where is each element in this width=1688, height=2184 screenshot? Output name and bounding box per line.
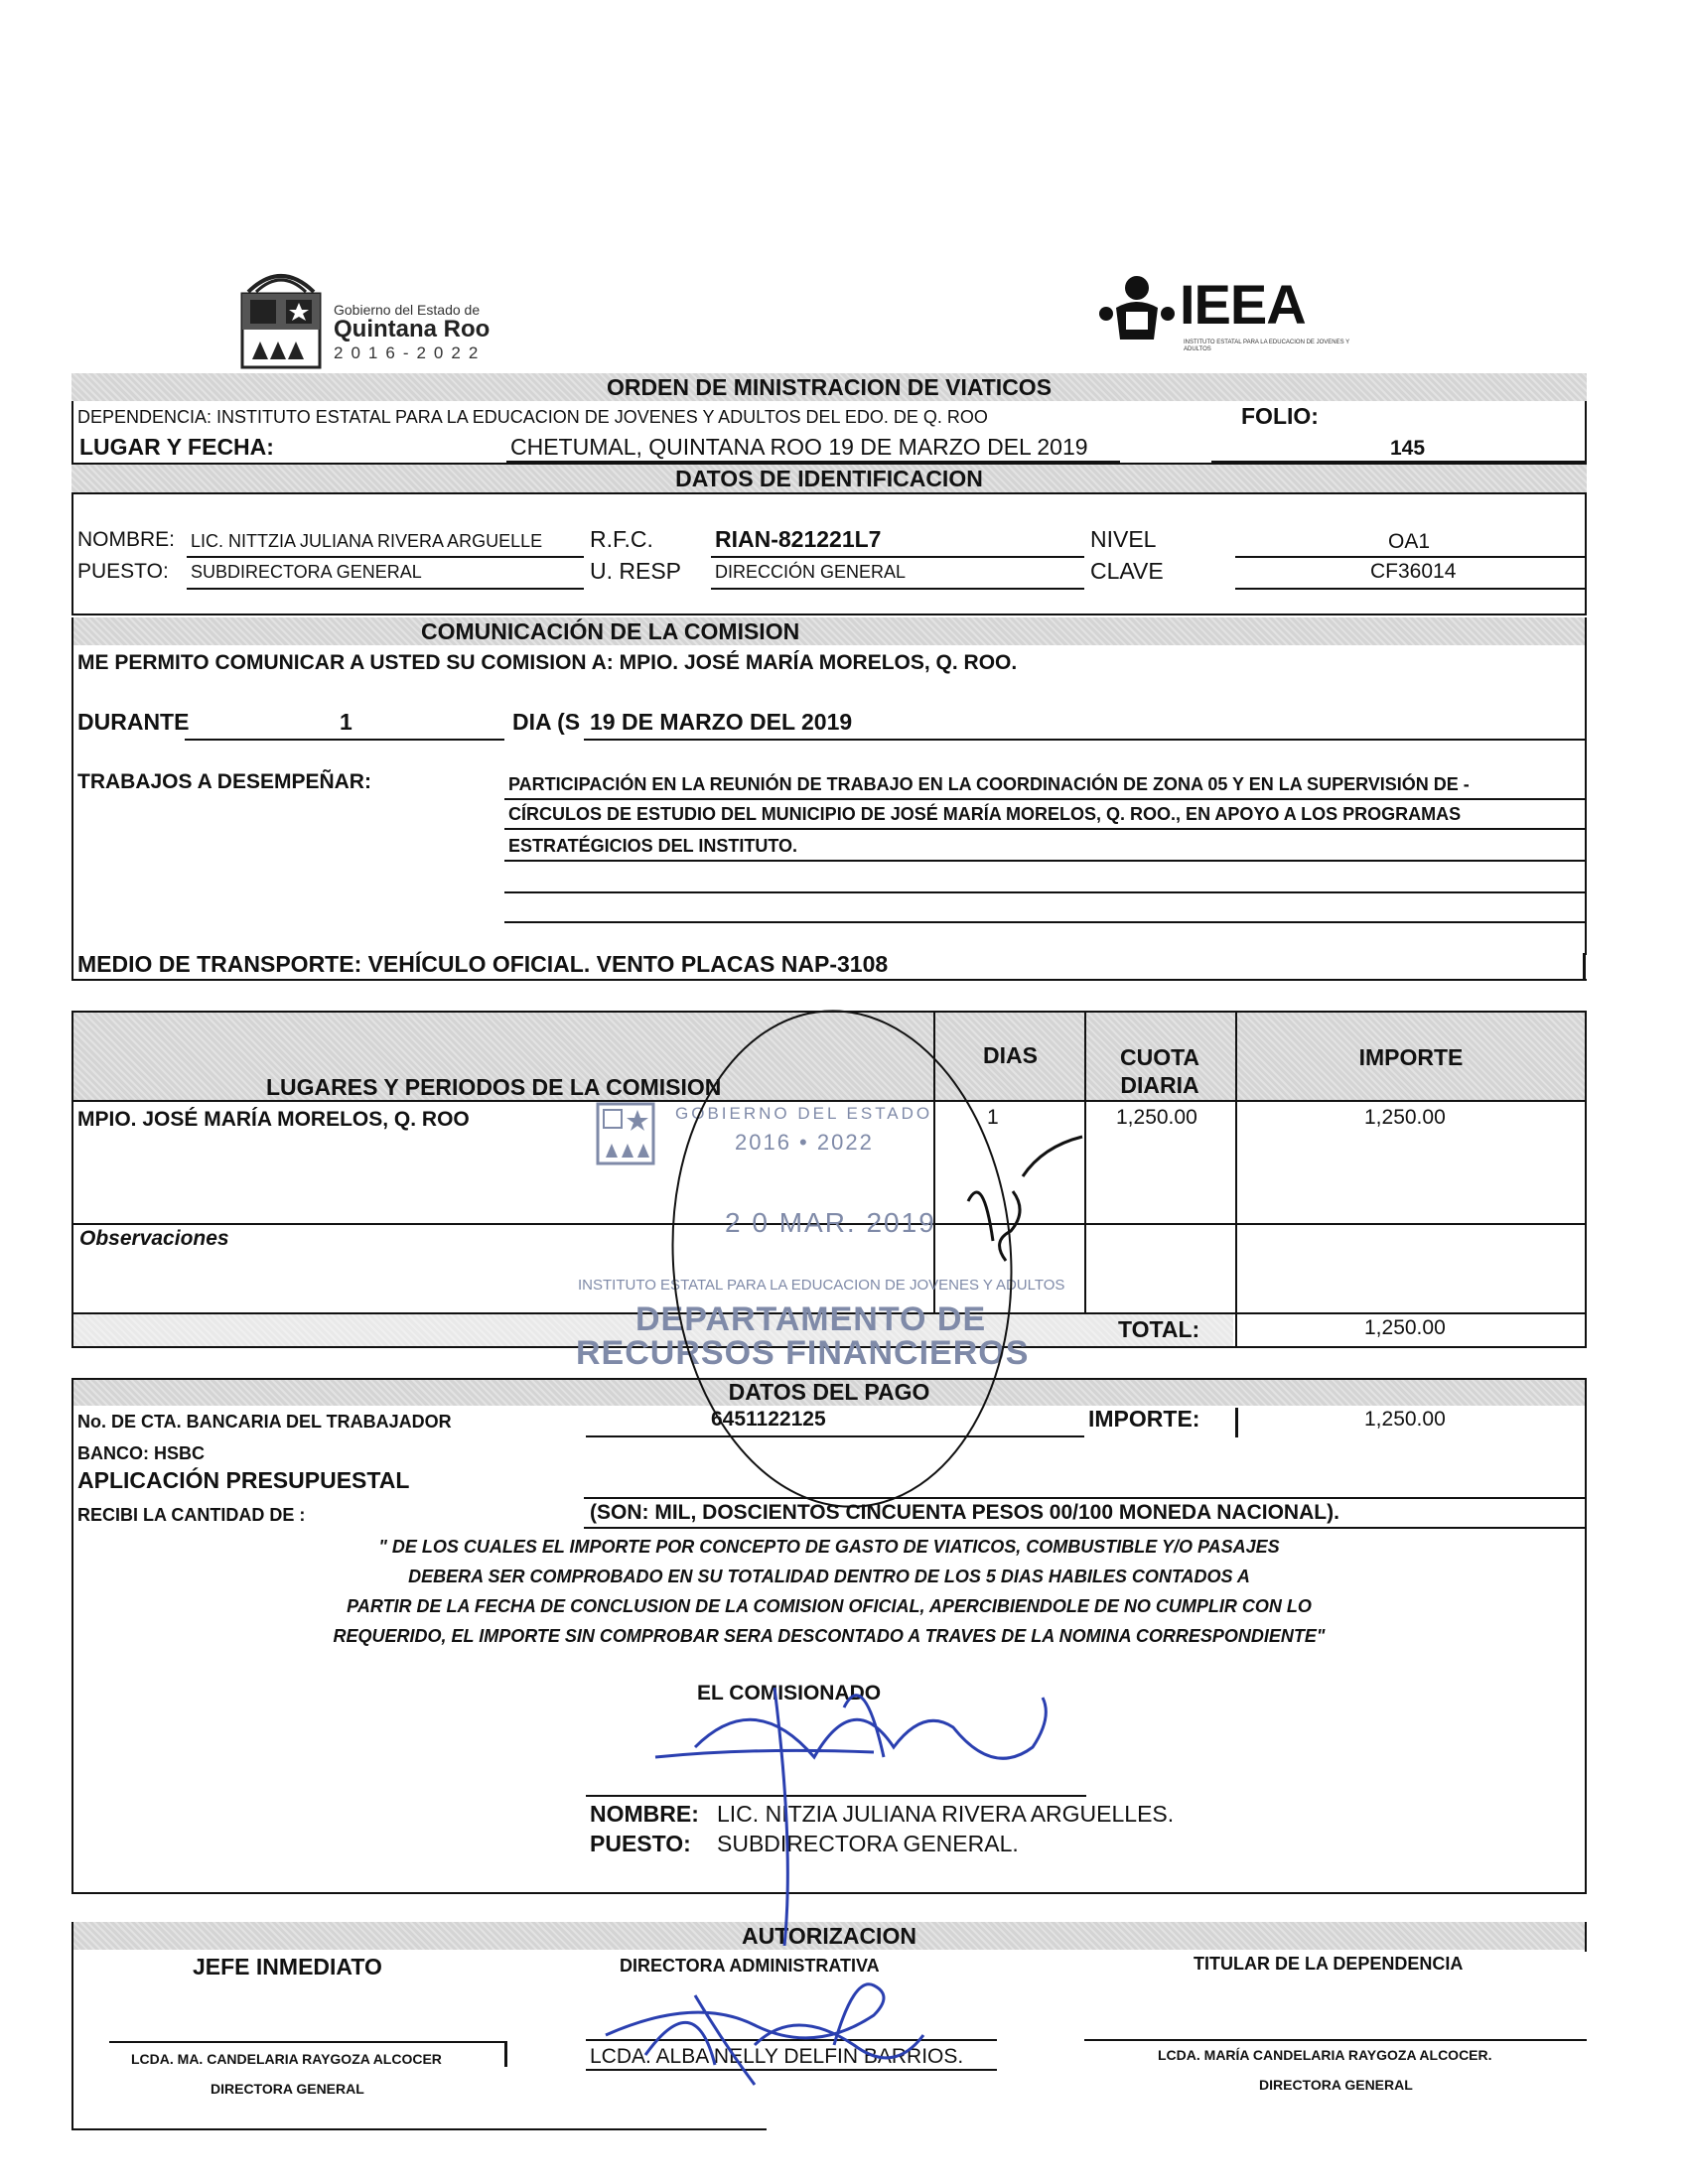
lugar-label: LUGAR Y FECHA: [79, 434, 274, 460]
ieea-subtitle: INSTITUTO ESTATAL PARA LA EDUCACION DE JOVENES Y ADULTOS [1184, 340, 1350, 352]
dia-label: DIA (S [512, 709, 581, 735]
sello-fecha: 2 0 MAR. 2019 [725, 1207, 936, 1238]
nota-line-3: PARTIR DE LA FECHA DE CONCLUSION DE LA COMISION OFICIAL, APERCIBIENDOLE DE NO CUMPLIR CON LO [347, 1596, 1312, 1616]
durante-value: 1 [340, 709, 352, 735]
trabajos-line-2: CÍRCULOS DE ESTUDIO DEL MUNICIPIO DE JOSÉ MARÍA MORELOS, Q. ROO., EN APOYO A LOS PROGRAMAS [508, 804, 1462, 824]
ieea-name: IEEA [1180, 273, 1306, 336]
sello-years: 2016 • 2022 [735, 1130, 874, 1155]
sello-financieros [576, 1092, 1092, 1370]
jefe-label: JEFE INMEDIATO [193, 1954, 382, 1979]
firma-puesto-label: PUESTO: [590, 1831, 691, 1856]
firma1-nombre: LCDA. MA. CANDELARIA RAYGOZA ALCOCER [131, 2051, 442, 2067]
trabajos-label: TRABAJOS A DESEMPEÑAR: [77, 770, 371, 793]
gov-years: 2016-2022 [334, 343, 487, 362]
firma3-cargo: DIRECTORA GENERAL [1259, 2077, 1413, 2093]
aplicacion-text: APLICACIÓN PRESUPUESTAL [77, 1467, 410, 1493]
sello-top: GOBIERNO DEL ESTADO [675, 1104, 933, 1123]
comision-header: COMUNICACIÓN DE LA COMISION [421, 618, 800, 644]
firma1-cargo: DIRECTORA GENERAL [211, 2081, 364, 2097]
nota-line-1: " DE LOS CUALES EL IMPORTE POR CONCEPTO DE GASTO DE VIATICOS, COMBUSTIBLE Y/O PASAJES [378, 1537, 1280, 1557]
transporte-text: MEDIO DE TRANSPORTE: VEHÍCULO OFICIAL. VENTO PLACAS NAP-3108 [77, 951, 889, 977]
lugar-value: CHETUMAL, QUINTANA ROO 19 DE MARZO DEL 2019 [510, 434, 1088, 460]
ieea-logo [1096, 270, 1350, 353]
clave-label: CLAVE [1090, 558, 1164, 584]
col-cuota-1: CUOTA [1119, 1044, 1200, 1070]
nombre-label: NOMBRE: [77, 528, 176, 551]
rfc-value: RIAN-821221L7 [715, 526, 882, 552]
firma-puesto-value: SUBDIRECTORA GENERAL. [717, 1831, 1019, 1856]
folio-value: 145 [1390, 437, 1426, 460]
nivel-value: OA1 [1388, 530, 1431, 553]
sello-depto-2: RECURSOS FINANCIEROS [576, 1334, 1030, 1372]
puesto-value: SUBDIRECTORA GENERAL [191, 562, 422, 582]
recibi-value: (SON: MIL, DOSCIENTOS CINCUENTA PESOS 00/100 MONEDA NACIONAL). [590, 1501, 1339, 1524]
ident-header: DATOS DE IDENTIFICACION [675, 466, 983, 491]
ieea-people-icon [1096, 274, 1178, 343]
state-name: Quintana Roo [334, 316, 491, 342]
banco-text: BANCO: HSBC [77, 1443, 205, 1463]
observaciones-label: Observaciones [79, 1227, 229, 1250]
titular-label: TITULAR DE LA DEPENDENCIA [1194, 1954, 1464, 1974]
ident-box [71, 492, 1587, 615]
row-dias: 1 [987, 1106, 999, 1129]
durante-label: DURANTE [77, 709, 190, 735]
firma-nombre-label: NOMBRE: [590, 1801, 699, 1827]
pago-header: DATOS DEL PAGO [728, 1379, 930, 1405]
rfc-label: R.F.C. [590, 526, 653, 552]
sello-escudo-icon [596, 1102, 655, 1165]
firma-nombre-value: LIC. NITZIA JULIANA RIVERA ARGUELLES. [717, 1801, 1175, 1827]
col-dias: DIAS [983, 1042, 1038, 1068]
coat-of-arms-icon [238, 264, 324, 371]
trabajos-line-1: PARTICIPACIÓN EN LA REUNIÓN DE TRABAJO EN LA COORDINACIÓN DE ZONA 05 Y EN LA SUPERVISIÓN DE - [508, 774, 1470, 794]
row-lugar: MPIO. JOSÉ MARÍA MORELOS, Q. ROO [77, 1108, 470, 1131]
autorizacion-header: AUTORIZACION [742, 1923, 916, 1949]
firma3-nombre: LCDA. MARÍA CANDELARIA RAYGOZA ALCOCER. [1158, 2047, 1492, 2063]
sello-inst: INSTITUTO ESTATAL PARA LA EDUCACION DE JOVENES Y ADULTOS [578, 1277, 1065, 1294]
pago-importe-label: IMPORTE: [1088, 1406, 1200, 1432]
cuenta-value: 6451122125 [711, 1408, 826, 1431]
quintana-roo-logo [238, 264, 536, 371]
directora-adm-label: DIRECTORA ADMINISTRATIVA [620, 1956, 880, 1976]
col-importe: IMPORTE [1358, 1044, 1464, 1070]
row-cuota: 1,250.00 [1116, 1106, 1197, 1129]
nombre-value: LIC. NITTZIA JULIANA RIVERA ARGUELLE [191, 531, 543, 551]
uresp-label: U. RESP [590, 558, 682, 584]
col-lugares: LUGARES Y PERIODOS DE LA COMISION [266, 1074, 722, 1100]
col-cuota-2: DIARIA [1120, 1072, 1199, 1098]
nota-line-4: REQUERIDO, EL IMPORTE SIN COMPROBAR SERA DESCONTADO A TRAVES DE LA NOMINA CORRESPONDIENTE" [333, 1626, 1326, 1646]
dependencia-text: DEPENDENCIA: INSTITUTO ESTATAL PARA LA EDUCACION DE JOVENES Y ADULTOS DEL EDO. DE Q. ROO [77, 407, 988, 427]
cuenta-label: No. DE CTA. BANCARIA DEL TRABAJADOR [77, 1412, 452, 1432]
trabajos-line-3: ESTRATÉGICIOS DEL INSTITUTO. [508, 836, 798, 856]
firma2-nombre: LCDA. ALBA NELLY DELFIN BARRIOS. [590, 2045, 964, 2068]
row-importe: 1,250.00 [1364, 1106, 1446, 1129]
dia-value: 19 DE MARZO DEL 2019 [590, 709, 853, 735]
sello-depto-1: DEPARTAMENTO DE [635, 1300, 987, 1338]
pago-importe-value: 1,250.00 [1364, 1408, 1446, 1431]
clave-value: CF36014 [1370, 560, 1457, 583]
page-title: ORDEN DE MINISTRACION DE VIATICOS [606, 374, 1053, 400]
folio-label: FOLIO: [1241, 403, 1319, 429]
uresp-value: DIRECCIÓN GENERAL [715, 562, 907, 582]
lugar-underline [506, 461, 1120, 463]
comisionado-label: EL COMISIONADO [697, 1682, 882, 1705]
comision-band [71, 617, 1587, 645]
puesto-label: PUESTO: [77, 560, 169, 583]
nota-line-2: DEBERA SER COMPROBADO EN SU TOTALIDAD DENTRO DE LOS 5 DIAS HABILES CONTADOS A [408, 1567, 1250, 1586]
folio-underline [1211, 461, 1587, 463]
nivel-label: NIVEL [1090, 526, 1157, 552]
total-label: TOTAL: [1118, 1316, 1200, 1342]
comision-intro: ME PERMITO COMUNICAR A USTED SU COMISION A: MPIO. JOSÉ MARÍA MORELOS, Q. ROO. [77, 651, 1018, 674]
gov-label: Gobierno del Estado de [334, 302, 481, 318]
recibi-label: RECIBI LA CANTIDAD DE : [77, 1505, 306, 1525]
total-value: 1,250.00 [1364, 1316, 1446, 1339]
